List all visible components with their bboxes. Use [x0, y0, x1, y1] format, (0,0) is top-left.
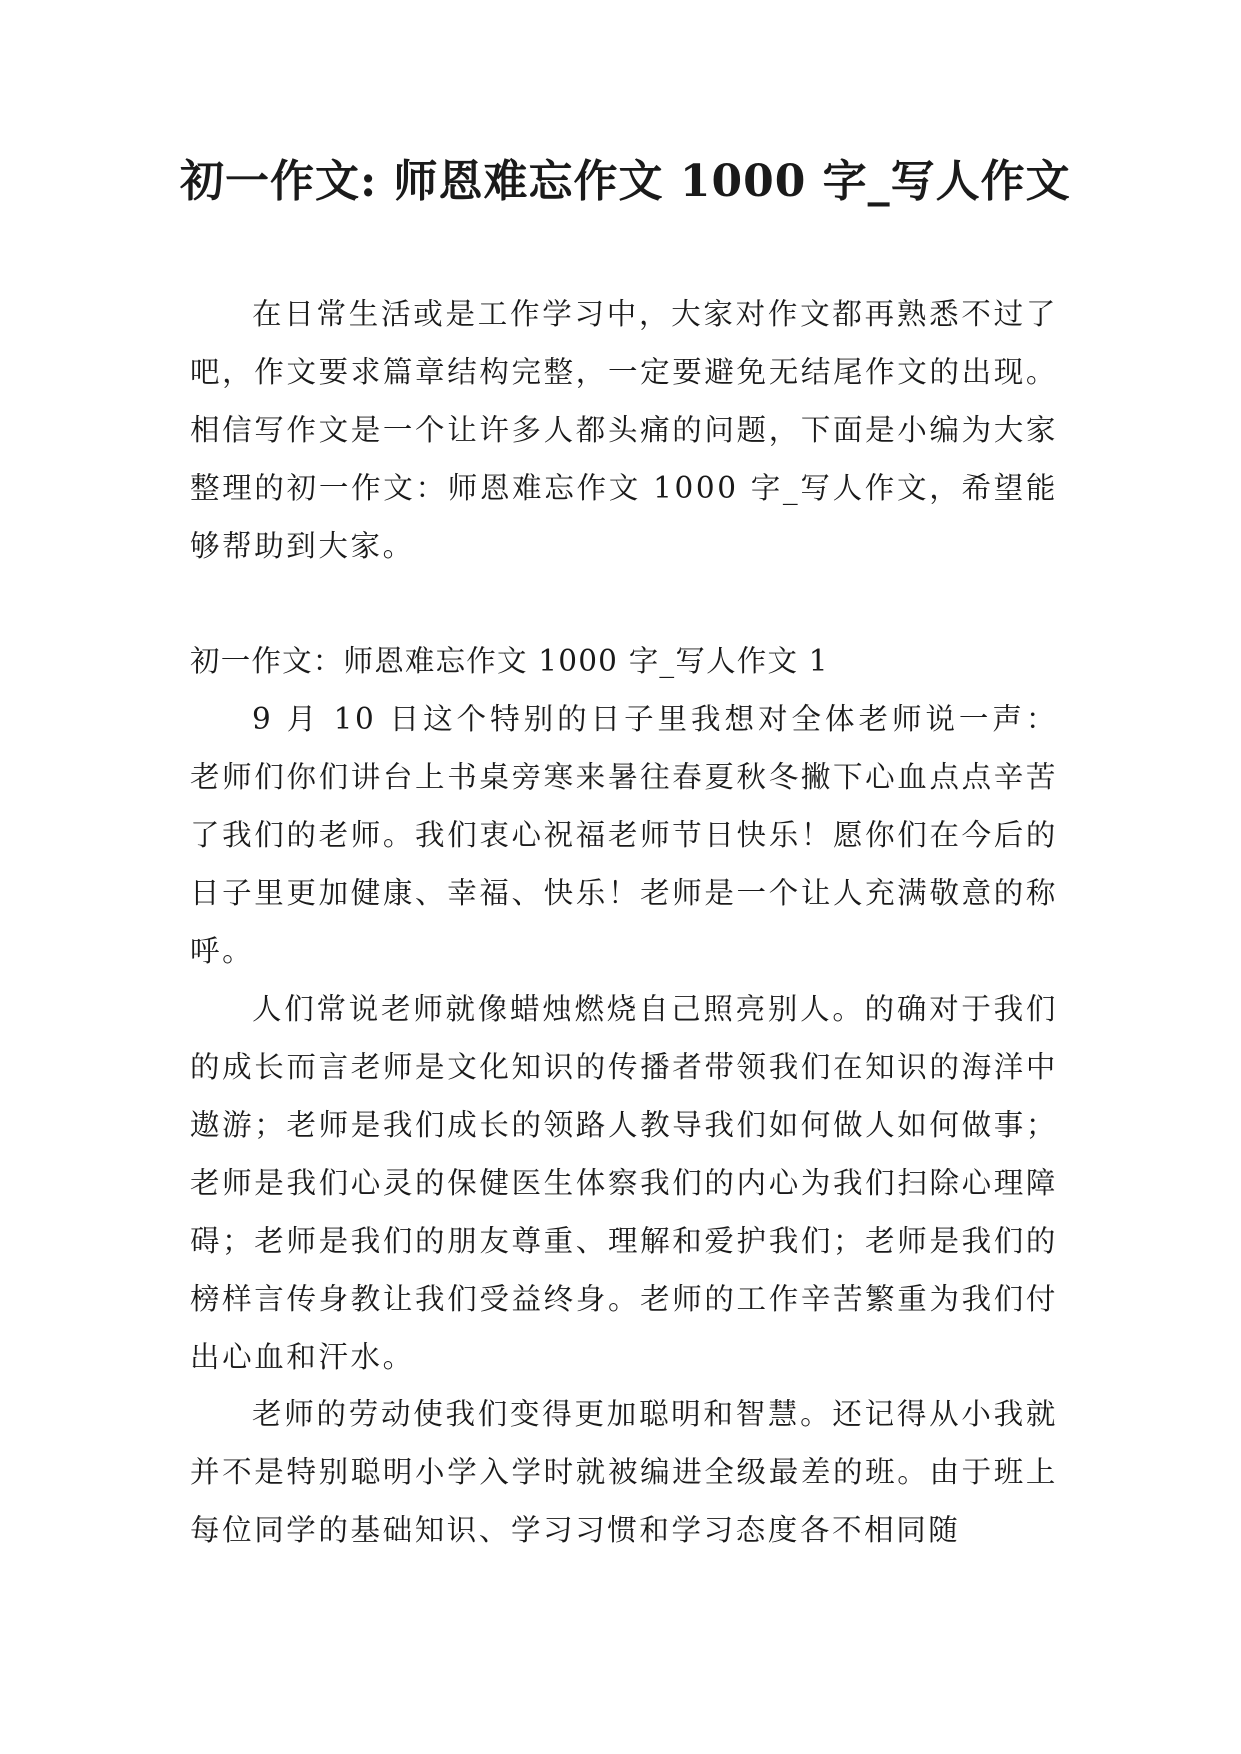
section-heading: 初一作文：师恩难忘作文 1000 字_写人作文 1 — [190, 644, 829, 678]
body-paragraph: 老师的劳动使我们变得更加聪明和智慧。还记得从小我就并不是特别聪明小学入学时就被编进全级最差的班。由于班上每位同学的基础知识、学习习惯和学习态度各不相同随 — [190, 1397, 1058, 1547]
intro-paragraph: 在日常生活或是工作学习中，大家对作文都再熟悉不过了吧，作文要求篇章结构完整，一定要避免无结尾作文的出现。相信写作文是一个让许多人都头痛的问题，下面是小编为大家整理的初一作文：师恩难忘作文 1000 字_写人作文，希望能够帮助到大家。 — [190, 297, 1058, 563]
document-title: 初一作文: 师恩难忘作文 1000 字_写人作文 — [180, 156, 1071, 207]
body-paragraph: 9 月 10 日这个特别的日子里我想对全体老师说一声：老师们你们讲台上书桌旁寒来暑往春夏秋冬撇下心血点点辛苦了我们的老师。我们衷心祝福老师节日快乐！愿你们在今后的日子里更加健康、幸福、快乐！老师是一个让人充满敬意的称呼。 — [190, 702, 1058, 968]
body-paragraph: 人们常说老师就像蜡烛燃烧自己照亮别人。的确对于我们的成长而言老师是文化知识的传播者带领我们在知识的海洋中遨游；老师是我们成长的领路人教导我们如何做人如何做事；老师是我们心灵的保健医生体察我们的内心为我们扫除心理障碍；老师是我们的朋友尊重、理解和爱护我们；老师是我们的榜样言传身教让我们受益终身。老师的工作辛苦繁重为我们付出心血和汗水。 — [190, 992, 1058, 1374]
